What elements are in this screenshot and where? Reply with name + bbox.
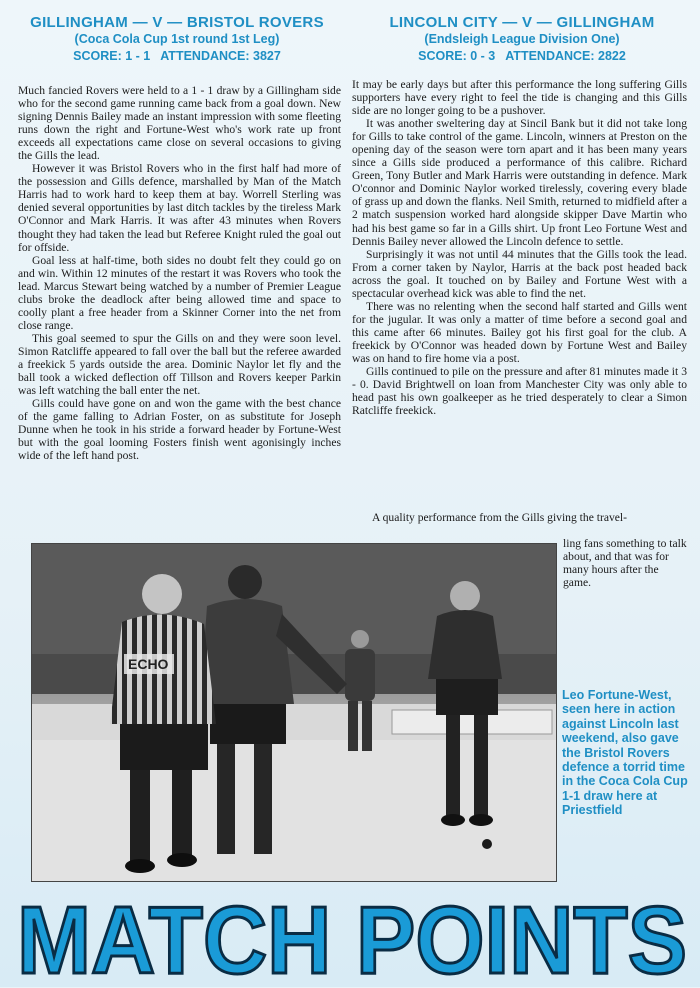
page-title-text: MATCH POINTS [17, 893, 687, 983]
left-match-header [12, 14, 342, 65]
football [482, 839, 492, 849]
left-match-title: GILLINGHAM — V — BRISTOL ROVERS [30, 14, 324, 31]
right-paragraph: Gills continued to pile on the pressure and after 81 minutes made it 3 - 0. David Brightwell on loan from Manchester City was only able to head past his own goalkeeper as he tried desperately to clear a Simon Ratcliffe freekick. [352, 365, 687, 418]
shirt-sponsor-text: ECHO [128, 656, 169, 672]
left-article [18, 84, 341, 462]
right-paragraph: Surprisingly it was not until 44 minutes that the Gills took the lead. From a corner taken by Naylor, Harris at the back post headed back across the goal. It touched on by Bailey and Fortune West with a spectacular overhead kick was able to find the net. [352, 247, 687, 300]
right-article [352, 78, 687, 417]
page-title [12, 893, 692, 983]
right-article-tail-lead: A quality performance from the Gills giving the travel- [372, 511, 627, 524]
left-match-score: SCORE: 1 - 1 ATTENDANCE: 3827 [73, 49, 281, 63]
right-paragraph: There was no relenting when the second half started and Gills went for the jugular. It was only a matter of time before a second goal and this came after 66 minutes. Bailey got his first goal for the club. A freekick by O'Connor was headed down by Fortune West and Bailey was on hand to fire home via a post. [352, 299, 687, 365]
left-paragraph: Gills could have gone on and won the game with the best chance of the game falling to Adrian Foster, on as substitute for Joseph Dunne when he took in his stride a forward header by Fortune-West but with the goal looming Fosters finish went agonisingly inches wide of the left hand post. [18, 397, 341, 463]
left-paragraph: Goal less at half-time, both sides no doubt felt they could go on and win. Within 12 minutes of the restart it was Rovers who took the lead. Marcus Stewart being watched by a number of Premier League clubs broke the deadlock after being allowed time and space to coolly plant a free header from a Skinner Corner into the net from close range. [18, 253, 341, 332]
match-photo [31, 543, 557, 882]
left-paragraph: However it was Bristol Rovers who in the first half had more of the possession and Gills defence, marshalled by Man of the Match Harris had to work hard to keep them at bay. Worrell Sterling was denied several opportunities by last ditch tackles by the tireless Mark O'Connor and Mark Harris. It was after 43 minutes when Rovers thought they had taken the lead but Referee Knight ruled the goal out for offside. [18, 162, 341, 254]
right-paragraph: It was another sweltering day at Sincil Bank but it did not take long for Gills to take control of the game. Lincoln, winners at Preston on the opening day of the season were torn apart and it has been many years since a Gills side produced a performance of this calibre. Richard Green, Tony Butler and Mark Harris were outstanding in defence. Mark O'connor and Dominic Naylor worked tirelessly, covering every blade of grass up and down the flanks. Neil Smith, returned to midfield after a 2 match suspension worked hard alongside skipper Dave Martin who had his best game so far in a Gills shirt. Up front Leo Fortune West and Dennis Bailey never allowed the Lincoln defence to settle. [352, 117, 687, 248]
left-paragraph: Much fancied Rovers were held to a 1 - 1 draw by a Gillingham side who for the second game running came back from a goal down. New signing Dennis Bailey made an instant impression with some fleeting runs down the right and Fortune-West who's work rate up front exceeds all expectations came close on several occasions to giving the Gills the lead. [18, 84, 341, 163]
right-match-header [352, 14, 692, 65]
right-match-competition: (Endsleigh League Division One) [424, 32, 620, 46]
right-article-tail: ling fans something to talk about, and that was for many hours after the game. [563, 537, 687, 590]
left-match-competition: (Coca Cola Cup 1st round 1st Leg) [74, 32, 280, 46]
right-match-score: SCORE: 0 - 3 ATTENDANCE: 2822 [418, 49, 626, 63]
photo-caption: Leo Fortune-West, seen here in action against Lincoln last weekend, also gave the Bristol Rovers defence a torrid time in the Coca Cola Cup 1-1 draw here at Priestfield [562, 688, 688, 818]
page-title-art [12, 893, 692, 983]
right-match-title: LINCOLN CITY — V — GILLINGHAM [389, 14, 655, 31]
match-photo-illustration [32, 544, 556, 881]
right-paragraph: It may be early days but after this performance the long suffering Gills supporters have every right to feel the tide is changing and this Gills side are no longer going to be a pushover. [352, 78, 687, 118]
left-paragraph: This goal seemed to spur the Gills on and they were soon level. Simon Ratcliffe appeared to fall over the ball but the referee awarded a freekick 5 yards outside the area. Dominic Naylor let fly and the ball took a wicked deflection off Tillson and Rovers keeper Parkin was left watching the ball enter the net. [18, 331, 341, 398]
